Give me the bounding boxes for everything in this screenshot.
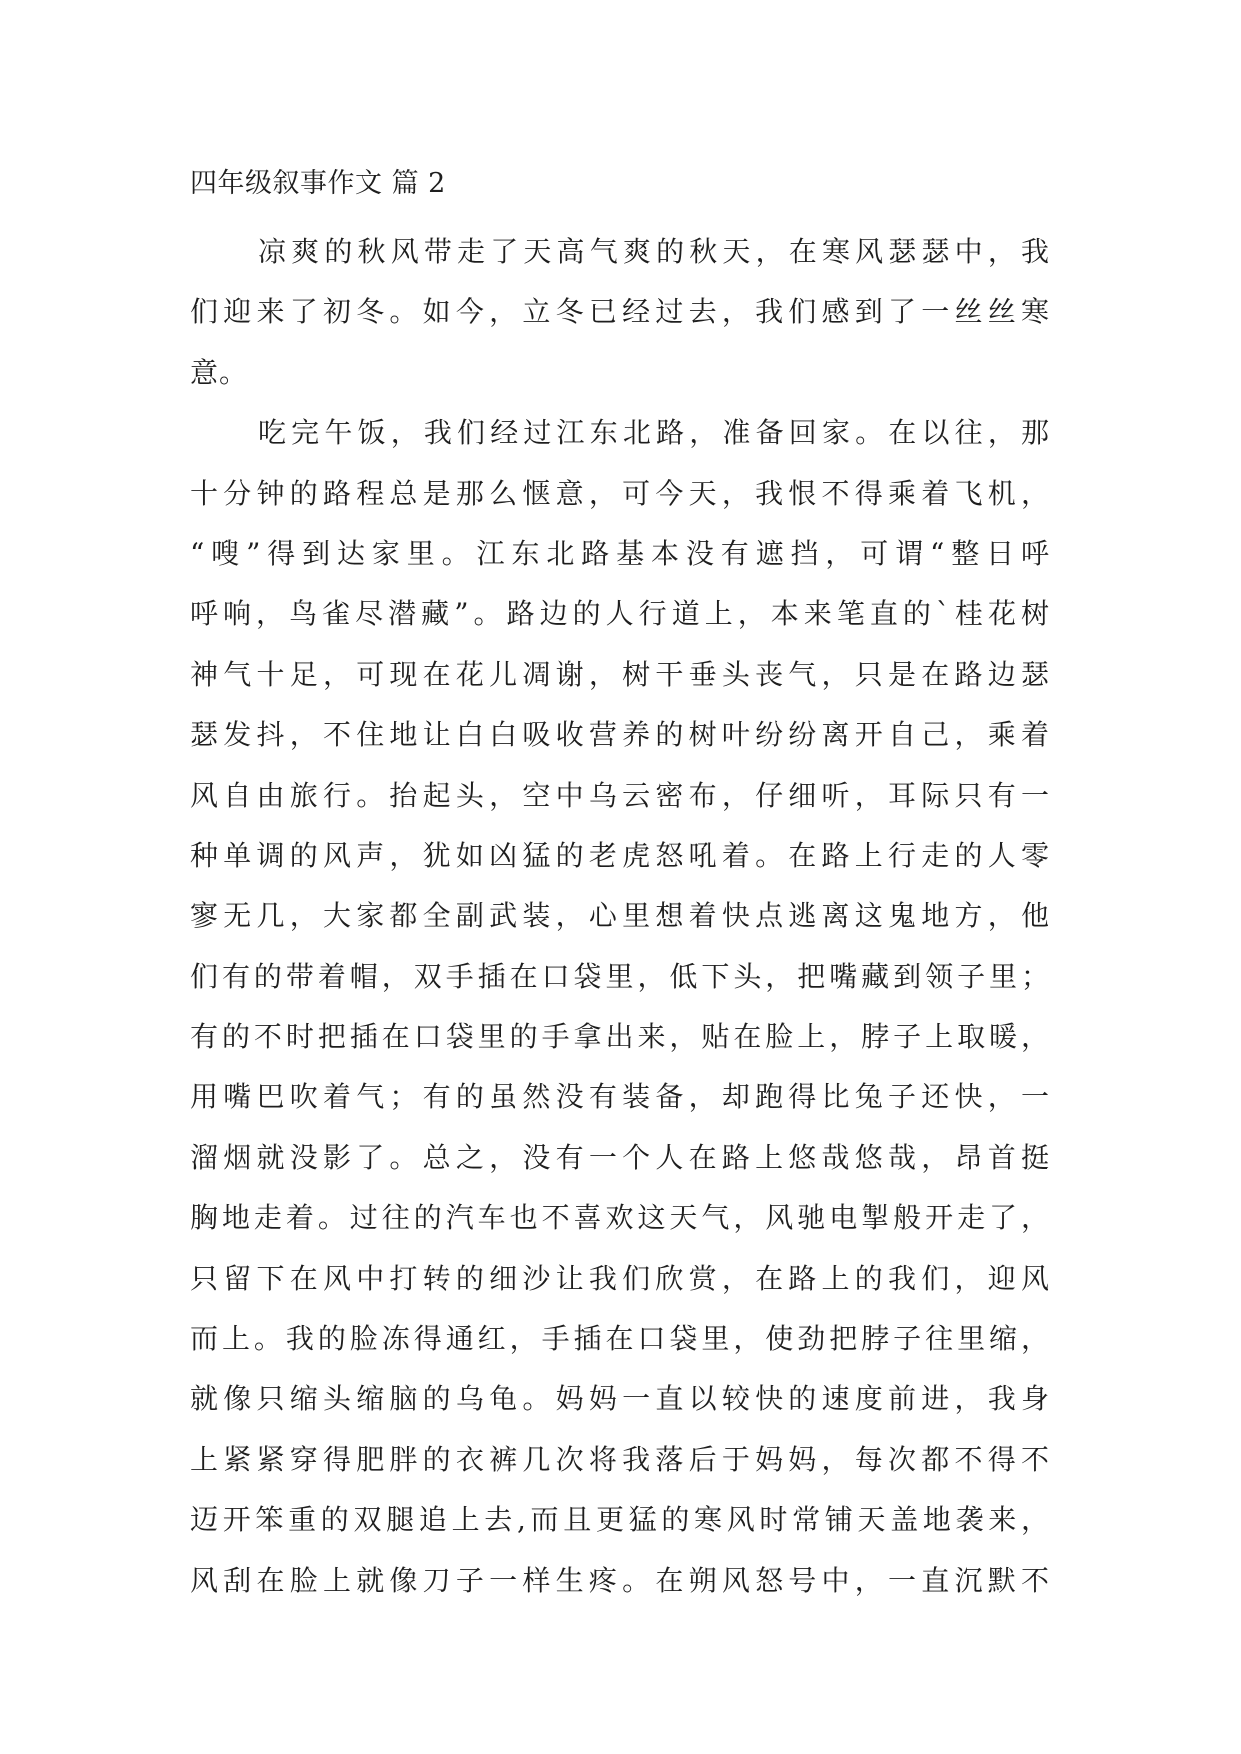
document-body xyxy=(190,222,1050,1732)
text-line xyxy=(190,1671,1050,1731)
text-line: 们有的带着帽，双手插在口袋里，低下头，把嘴藏到领子里； xyxy=(190,959,1050,993)
text-line: 呼响，鸟雀尽潜藏”。路边的人行道上，本来笔直的`桂花树 xyxy=(190,597,1050,631)
text-line: 风刮在脸上就像刀子一样生疼。在朔风怒号中，一直沉默不 xyxy=(190,1563,1050,1597)
text-line: 迈开笨重的双腿追上去,而且更猛的寒风时常铺天盖地袭来， xyxy=(190,1503,1050,1537)
text-line: 上紧紧穿得肥胖的衣裤几次将我落后于妈妈，每次都不得不 xyxy=(190,1442,1050,1476)
text-line: 凉爽的秋风带走了天高气爽的秋天，在寒风瑟瑟中，我 xyxy=(258,235,1050,268)
text-line: 瑟发抖，不住地让白白吸收营养的树叶纷纷离开自己，乘着 xyxy=(190,718,1050,752)
document-title: 四年级叙事作文 篇 2 xyxy=(190,168,446,199)
text-line: 而上。我的脸冻得通红，手插在口袋里，使劲把脖子往里缩， xyxy=(190,1322,1050,1356)
text-line: 意。 xyxy=(190,355,249,389)
text-line: “嗖”得到达家里。江东北路基本没有遮挡，可谓“整日呼 xyxy=(190,536,1050,570)
text-line: 十分钟的路程总是那么惬意，可今天，我恨不得乘着飞机， xyxy=(190,476,1050,510)
text-line: 风自由旅行。抬起头，空中乌云密布，仔细听，耳际只有一 xyxy=(190,778,1050,812)
paragraph-2 xyxy=(190,403,1050,1732)
text-line: 用嘴巴吹着气；有的虽然没有装备，却跑得比兔子还快，一 xyxy=(190,1080,1050,1114)
text-line: 就像只缩头缩脑的乌龟。妈妈一直以较快的速度前进，我身 xyxy=(190,1382,1050,1416)
text-line: 寥无几，大家都全副武装，心里想着快点逃离这鬼地方，他 xyxy=(190,899,1050,933)
text-line: 种单调的风声，犹如凶猛的老虎怒吼着。在路上行走的人零 xyxy=(190,838,1050,872)
paragraph-1 xyxy=(190,222,1050,403)
text-line: 吃完午饭，我们经过江东北路，准备回家。在以往，那 xyxy=(258,416,1050,450)
text-line: 胸地走着。过往的汽车也不喜欢这天气，风驰电掣般开走了， xyxy=(190,1201,1050,1235)
text-line: 们迎来了初冬。如今，立冬已经过去，我们感到了一丝丝寒 xyxy=(190,295,1050,329)
text-line: 只留下在风中打转的细沙让我们欣赏，在路上的我们，迎风 xyxy=(190,1261,1050,1295)
text-line xyxy=(190,1611,1050,1671)
text-line: 神气十足，可现在花儿凋谢，树干垂头丧气，只是在路边瑟 xyxy=(190,657,1050,691)
text-line: 溜烟就没影了。总之，没有一个人在路上悠哉悠哉，昂首挺 xyxy=(190,1140,1050,1174)
text-line: 有的不时把插在口袋里的手拿出来，贴在脸上，脖子上取暖， xyxy=(190,1020,1050,1054)
